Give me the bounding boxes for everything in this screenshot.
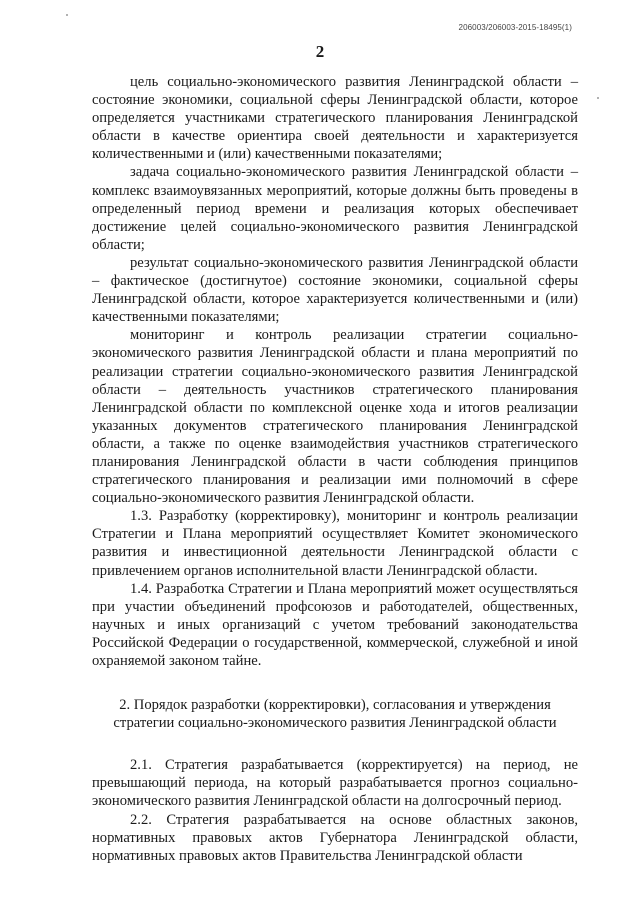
definition-task-paragraph: задача социально-экономического развития Ленинградской области – комплекс взаимоувязанных мероприятий, которые должны быть проведены в определенный период времени и реализация которых обеспечивает достижение целей социально-экономического развития Ленинградской области;	[92, 164, 578, 253]
scan-speck	[597, 97, 599, 99]
clause-1-3-paragraph: 1.3. Разработку (корректировку), мониторинг и контроль реализации Стратегии и Плана мероприятий осуществляет Комитет экономического развития и инвестиционной деятельности Ленинградской области с привлечением органов исполнительной власти Ленинградской области.	[92, 508, 578, 579]
section-heading: 2. Порядок разработки (корректировки), согласования и утверждения стратегии социально-экономического развития Ленинградской области	[113, 697, 557, 732]
page-number: 2	[315, 42, 325, 61]
document-body	[92, 73, 578, 865]
document-id: 206003/206003-2015-18495(1)	[458, 23, 572, 32]
definition-goal-paragraph: цель социально-экономического развития Ленинградской области – состояние экономики, социальной сферы Ленинградской области, которое определяется участниками стратегического планирования Ленинградской области в качестве ориентира своей деятельности и характеризуется количественными и (или) качественными показателями;	[92, 74, 578, 163]
clause-2-2-paragraph: 2.2. Стратегия разрабатывается на основе областных законов, нормативных правовых актов Губернатора Ленинградской области, нормативных правовых актов Правительства Ленинградской области	[92, 811, 578, 864]
clause-1-4-paragraph: 1.4. Разработка Стратегии и Плана мероприятий может осуществляться при участии объединений профсоюзов и работодателей, общественных, научных и иных организаций с учетом требований законодательства Российской Федерации о государственной, коммерческой, служебной и иной охраняемой законом тайне.	[92, 580, 578, 669]
definition-result-paragraph: результат социально-экономического развития Ленинградской области – фактическое (достигнутое) состояние экономики, социальной сферы Ленинградской области, которое характеризуется количественными и (или) качественными показателями;	[92, 254, 578, 326]
clause-2-1-paragraph: 2.1. Стратегия разрабатывается (корректируется) на период, не превышающий периода, на который разрабатывается прогноз социально-экономического развития Ленинградской области на долгосрочный период.	[92, 757, 578, 810]
definition-monitoring-paragraph: мониторинг и контроль реализации стратегии социально-экономического развития Ленинградской области и плана мероприятий по реализации стратегии социально-экономического развития Ленинградской области – деятельность участников стратегического планирования Ленинградской области по комплексной оценке хода и итогов реализации указанных документов стратегического планирования Ленинградской области, а также по оценке взаимодействия участников стратегического планирования Ленинградской области в части соблюдения принципов стратегического планирования и реализации ими полномочий в сфере социально-экономического развития Ленинградской области.	[92, 327, 578, 507]
scan-speck	[66, 14, 68, 16]
